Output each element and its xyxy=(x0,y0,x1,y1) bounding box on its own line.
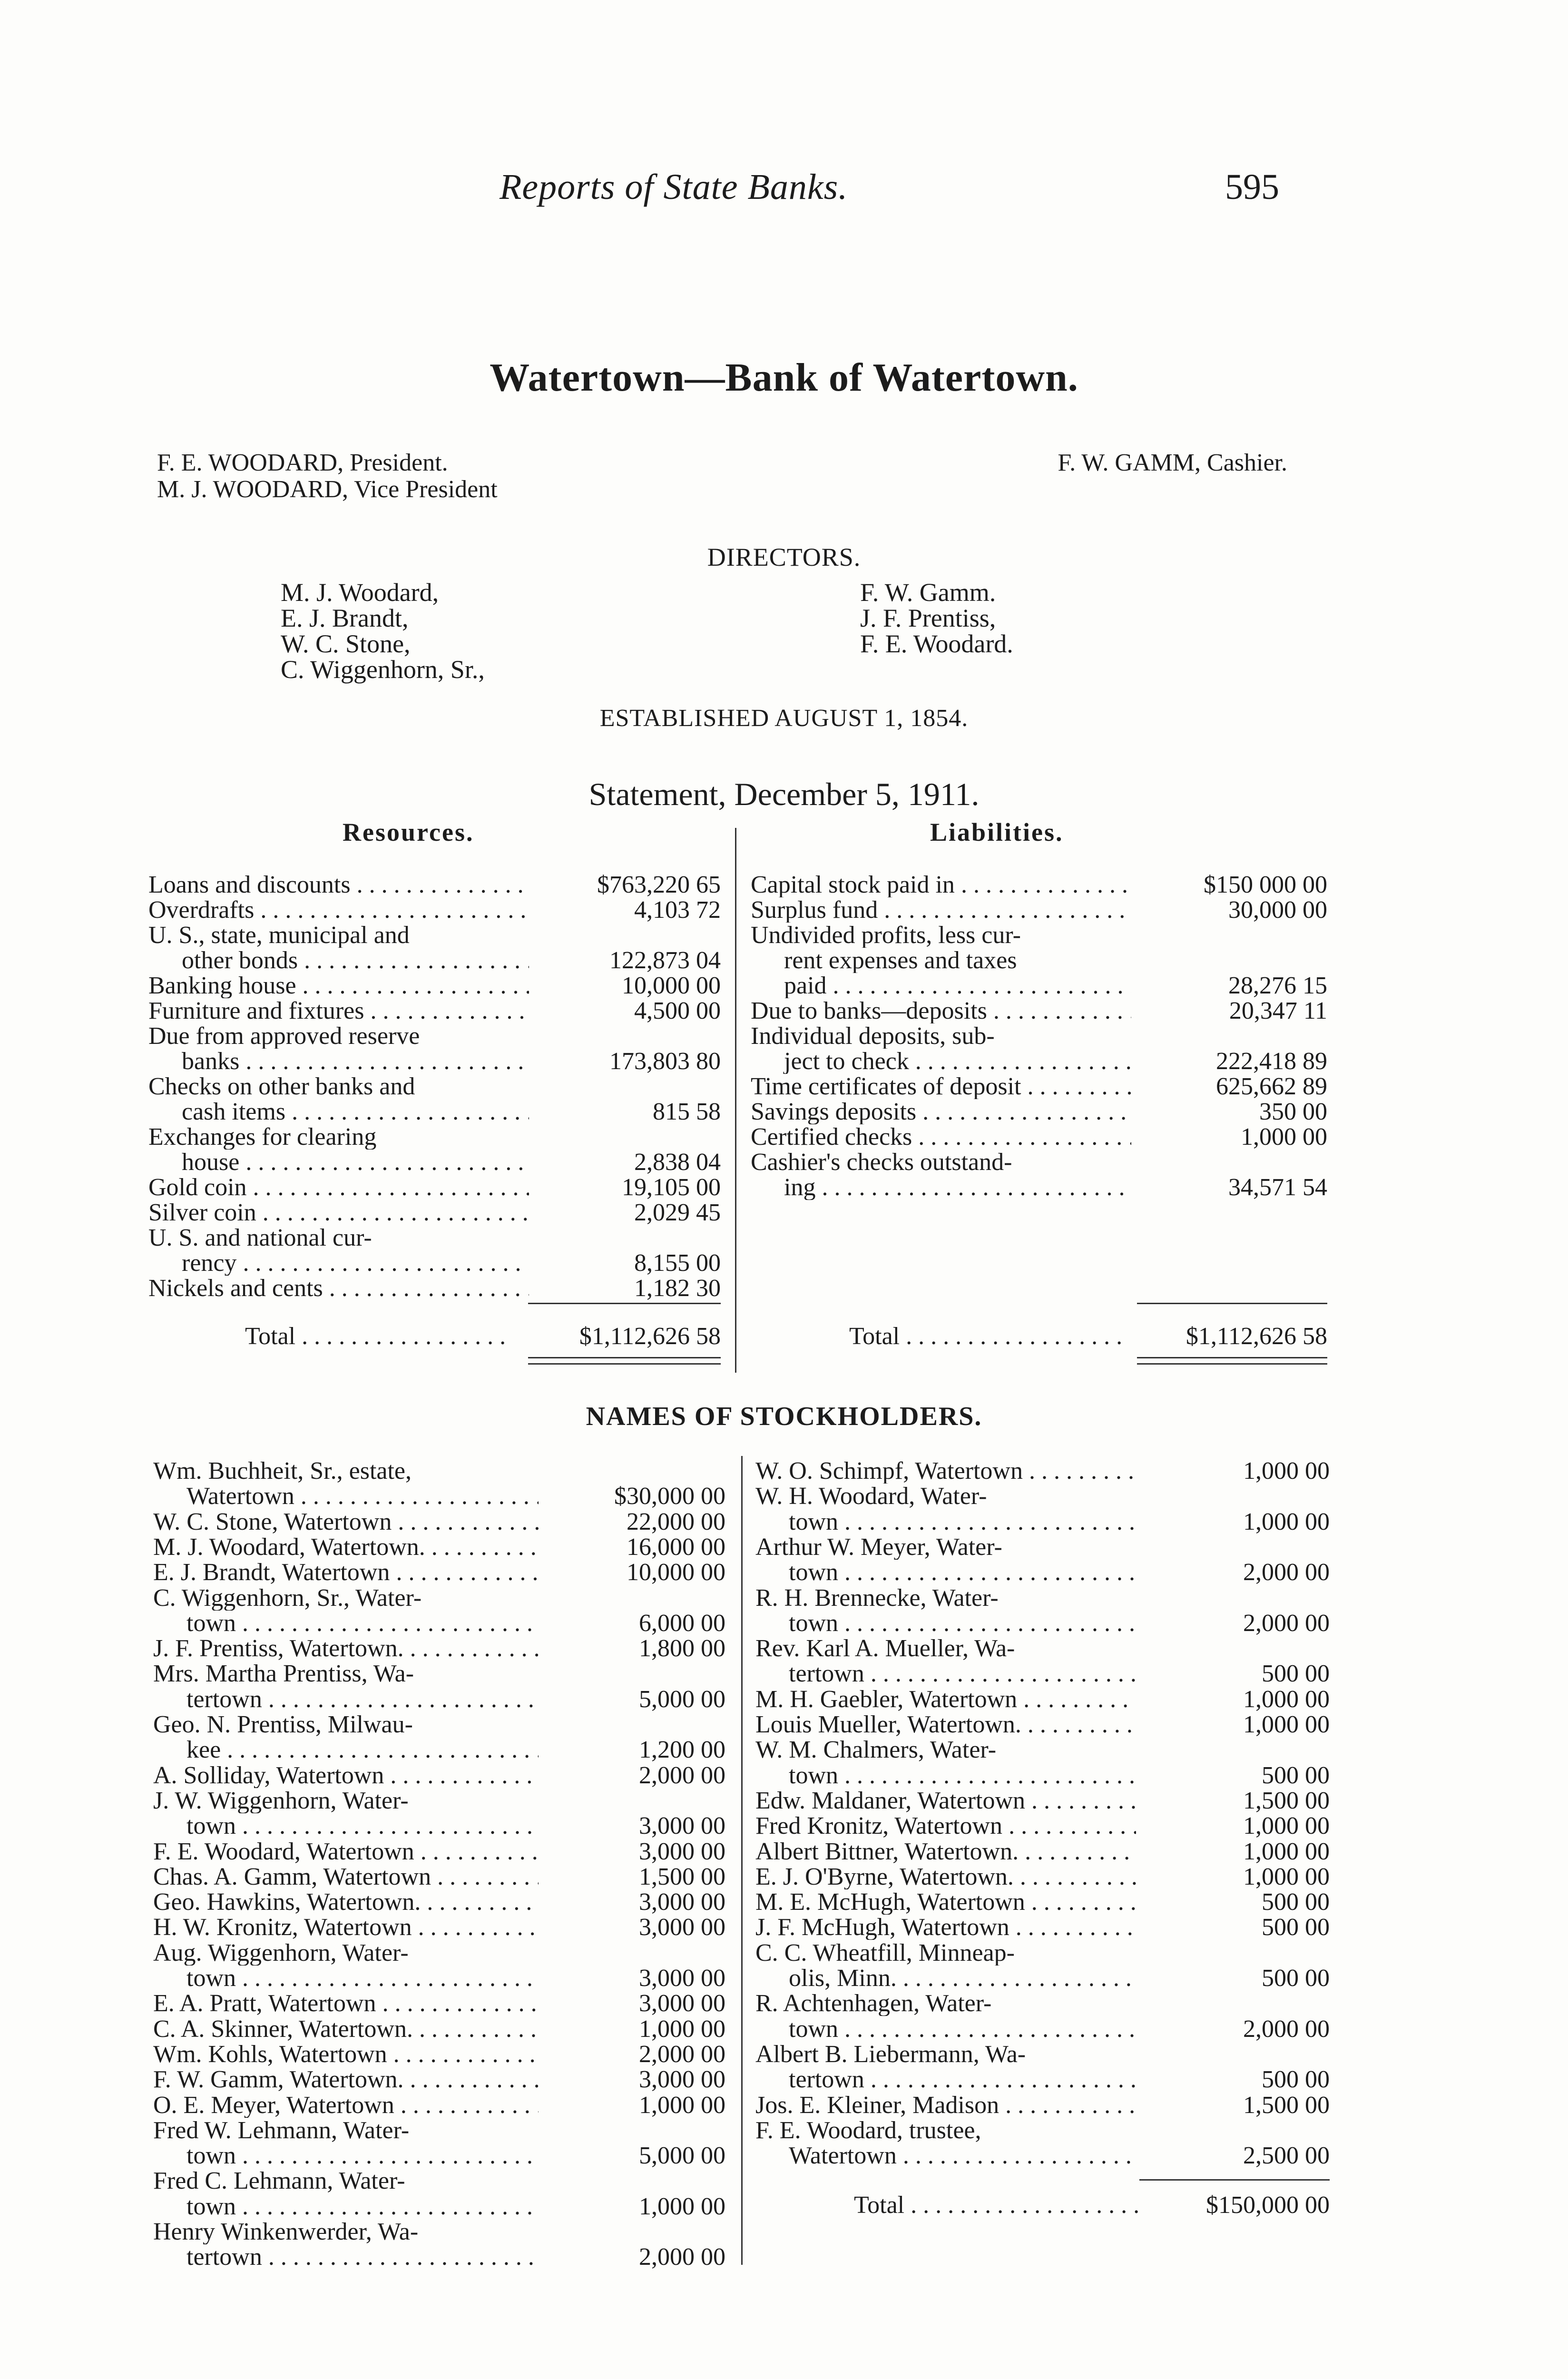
stockholder-row-label: F. E. Woodard, Watertown . . . xyxy=(153,1839,539,1864)
director: C. Wiggenhorn, Sr., xyxy=(281,655,485,684)
resource-row xyxy=(148,1099,721,1124)
stockholder-row-amount: 1,500 00 xyxy=(639,1863,725,1890)
stockholder-row xyxy=(153,1534,725,1560)
director: J. F. Prentiss, xyxy=(860,604,996,632)
resource-row-label: Gold coin . . . xyxy=(148,1175,529,1200)
resource-row xyxy=(148,1225,721,1250)
stockholder-row-amount: $30,000 00 xyxy=(614,1483,725,1510)
stockholder-row xyxy=(755,2016,1330,2042)
liabilities-total-label: Total . . . xyxy=(849,1324,1130,1349)
stockholder-row xyxy=(153,2244,725,2270)
bank-title: Watertown—Bank of Watertown. xyxy=(490,355,1078,400)
stockholder-row-label: Henry Winkenwerder, Wa- xyxy=(153,2219,419,2244)
liability-row xyxy=(751,1074,1327,1099)
liability-row xyxy=(751,1099,1327,1124)
resource-row-amount: 10,000 00 xyxy=(622,972,721,999)
resource-row xyxy=(148,1175,721,1200)
stockholder-row xyxy=(153,1788,725,1813)
stockholder-row-label: Jos. E. Kleiner, Madison . . . xyxy=(755,2093,1136,2118)
stockholder-row xyxy=(153,1611,725,1636)
directors-right-list xyxy=(860,580,1013,657)
liabilities-total-row xyxy=(849,1324,1327,1349)
directors-left-list xyxy=(281,580,485,682)
resource-row-label: cash items . . . xyxy=(148,1099,529,1124)
liability-row xyxy=(751,872,1327,897)
resource-row-label: Checks on other banks and xyxy=(148,1074,415,1099)
resource-row xyxy=(148,1200,721,1225)
stockholder-row-label: C. Wiggenhorn, Sr., Water- xyxy=(153,1585,422,1611)
liability-row xyxy=(751,1049,1327,1074)
stockholder-row-label: Mrs. Martha Prentiss, Wa- xyxy=(153,1661,414,1687)
liability-row-label: Savings deposits . . . xyxy=(751,1099,1131,1124)
resource-row-amount: $763,220 65 xyxy=(597,871,721,898)
resource-row-amount: 173,803 80 xyxy=(609,1048,721,1075)
stockholder-row-amount: 3,000 00 xyxy=(639,1838,725,1865)
stockholder-row-amount: 5,000 00 xyxy=(639,2142,725,2170)
resource-row-amount: 2,029 45 xyxy=(634,1199,721,1226)
statement-title: Statement, December 5, 1911. xyxy=(588,776,980,812)
stockholder-row xyxy=(153,2042,725,2067)
stockholder-row xyxy=(153,1966,725,1991)
stockholder-row-amount: 1,000 00 xyxy=(1243,1863,1330,1890)
stockholder-row-label: town . . . xyxy=(755,1611,1136,1636)
liabilities-total-rule xyxy=(1137,1303,1327,1304)
resource-row xyxy=(148,1049,721,1074)
stockholder-row-label: tertown . . . xyxy=(755,2067,1136,2092)
stockholder-row-label: F. W. Gamm, Watertown. . . . xyxy=(153,2067,539,2092)
stockholder-row-amount: 1,000 00 xyxy=(639,2192,725,2220)
resource-row-amount: 122,873 04 xyxy=(609,947,721,974)
resources-total-label: Total . . . xyxy=(245,1324,511,1349)
stockholder-row xyxy=(755,1864,1330,1889)
liabilities-double-rule xyxy=(1137,1357,1327,1365)
resource-row-amount: 4,500 00 xyxy=(634,997,721,1024)
stockholder-row-amount: 2,000 00 xyxy=(639,2040,725,2068)
resource-row xyxy=(148,998,721,1023)
stockholder-row-amount: 1,000 00 xyxy=(639,2015,725,2043)
stockholder-row xyxy=(153,2118,725,2143)
stockholders-total-row xyxy=(854,2192,1330,2218)
stockholder-row xyxy=(153,1763,725,1788)
stockholder-row-amount: 1,500 00 xyxy=(1243,1787,1330,1814)
stockholder-row-amount: 1,000 00 xyxy=(1243,1508,1330,1535)
liability-row xyxy=(751,1175,1327,1200)
stockholder-row xyxy=(153,2194,725,2219)
liability-row-label: Individual deposits, sub- xyxy=(751,1023,995,1049)
stockholder-row-label: Wm. Kohls, Watertown . . . xyxy=(153,2042,539,2067)
stockholder-row-label: A. Solliday, Watertown . . . xyxy=(153,1763,539,1788)
liability-row-amount: $150 000 00 xyxy=(1204,871,1327,898)
stockholder-row-label: O. E. Meyer, Watertown . . . xyxy=(153,2093,539,2118)
statement-column-divider xyxy=(735,828,736,1373)
director: F. W. Gamm. xyxy=(860,578,996,607)
resource-row-label: Nickels and cents . . . xyxy=(148,1276,529,1301)
stockholder-row xyxy=(755,1763,1330,1788)
resource-row-label: U. S. and national cur- xyxy=(148,1225,372,1250)
stockholder-row xyxy=(755,1534,1330,1560)
stockholder-row-label: R. H. Brennecke, Water- xyxy=(755,1585,999,1611)
established-line: ESTABLISHED AUGUST 1, 1854. xyxy=(599,705,969,732)
stockholder-row-amount: 500 00 xyxy=(1262,1965,1330,1992)
stockholder-row-label: town . . . xyxy=(153,2143,539,2168)
liability-row xyxy=(751,948,1327,973)
stockholder-row xyxy=(755,1839,1330,1864)
resource-row-label: banks . . . xyxy=(148,1049,529,1074)
stockholder-row-amount: 3,000 00 xyxy=(639,1914,725,1941)
stockholder-row xyxy=(153,2143,725,2168)
stockholder-row xyxy=(153,1636,725,1661)
director: F. E. Woodard. xyxy=(860,629,1013,658)
resource-row xyxy=(148,897,721,923)
resource-row-label: house . . . xyxy=(148,1150,529,1175)
stockholders-column-divider xyxy=(741,1456,743,2265)
page-number: 595 xyxy=(1225,167,1279,207)
stockholder-row xyxy=(153,2067,725,2092)
stockholder-row-label: C. A. Skinner, Watertown. . . . xyxy=(153,2016,539,2042)
stockholder-row xyxy=(755,2118,1330,2143)
officer-president: F. E. WOODARD, President. xyxy=(157,449,448,476)
stockholder-row-label: M. E. McHugh, Watertown . . . xyxy=(755,1889,1136,1915)
liability-row-amount: 34,571 54 xyxy=(1228,1174,1327,1201)
stockholder-row-amount: 3,000 00 xyxy=(639,1990,725,2017)
stockholder-row xyxy=(755,1509,1330,1534)
stockholder-row-amount: 1,000 00 xyxy=(639,2091,725,2119)
stockholder-row-label: W. H. Woodard, Water- xyxy=(755,1484,987,1509)
resource-row xyxy=(148,1023,721,1049)
stockholder-row-label: town . . . xyxy=(153,1611,539,1636)
directors-heading: DIRECTORS. xyxy=(707,543,861,571)
liability-row-amount: 30,000 00 xyxy=(1228,896,1327,924)
director: W. C. Stone, xyxy=(281,629,411,658)
stockholder-row-label: tertown . . . xyxy=(755,1661,1136,1686)
stockholder-row-amount: 1,800 00 xyxy=(639,1635,725,1662)
stockholder-row-label: H. W. Kronitz, Watertown . . . xyxy=(153,1915,539,1940)
stockholder-row-label: Geo. N. Prentiss, Milwau- xyxy=(153,1712,413,1737)
stockholder-row xyxy=(153,1915,725,1940)
stockholder-row xyxy=(153,1712,725,1737)
resource-row-amount: 19,105 00 xyxy=(622,1174,721,1201)
stockholder-row-amount: 2,000 00 xyxy=(639,1761,725,1789)
stockholder-row xyxy=(755,1889,1330,1915)
resource-row xyxy=(148,973,721,998)
stockholder-row xyxy=(153,1991,725,2016)
resource-row-label: U. S., state, municipal and xyxy=(148,923,410,948)
officer-cashier: F. W. GAMM, Cashier. xyxy=(1058,449,1287,476)
stockholder-row-amount: 1,500 00 xyxy=(1243,2091,1330,2119)
stockholder-row-label: J. F. Prentiss, Watertown. . . . xyxy=(153,1636,539,1661)
resource-row xyxy=(148,1150,721,1175)
stockholder-row xyxy=(755,1560,1330,1585)
stockholder-row-amount: 5,000 00 xyxy=(639,1685,725,1713)
stockholder-row xyxy=(755,1611,1330,1636)
resource-row-label: Furniture and fixtures . . . xyxy=(148,998,529,1023)
resources-total-value: $1,112,626 58 xyxy=(579,1323,721,1350)
liabilities-heading: Liabilities. xyxy=(930,818,1064,846)
liability-row-amount: 1,000 00 xyxy=(1241,1123,1327,1150)
stockholder-row-amount: 1,000 00 xyxy=(1243,1838,1330,1865)
stockholder-row xyxy=(153,1585,725,1611)
stockholder-row-label: town . . . xyxy=(755,2016,1136,2042)
stockholder-row-label: E. A. Pratt, Watertown . . . xyxy=(153,1991,539,2016)
stockholder-row-label: Fred C. Lehmann, Water- xyxy=(153,2168,405,2194)
stockholder-row-label: Albert Bittner, Watertown. . . . xyxy=(755,1839,1136,1864)
resource-row xyxy=(148,1074,721,1099)
resource-row-amount: 815 58 xyxy=(653,1098,721,1125)
resource-row xyxy=(148,923,721,948)
stockholder-row-amount: 6,000 00 xyxy=(639,1609,725,1637)
stockholder-row-label: town . . . xyxy=(153,1813,539,1838)
resource-row-label: Overdrafts . . . xyxy=(148,897,529,923)
stockholder-row-label: W. C. Stone, Watertown . . . xyxy=(153,1509,539,1534)
stockholder-row-label: W. M. Chalmers, Water- xyxy=(755,1737,997,1763)
stockholder-row-amount: 500 00 xyxy=(1262,2066,1330,2094)
stockholder-row xyxy=(755,1636,1330,1661)
stockholder-row xyxy=(153,2016,725,2042)
stockholder-row-label: J. F. McHugh, Watertown . . . xyxy=(755,1915,1136,1940)
stockholder-row xyxy=(755,1788,1330,1813)
stockholder-row xyxy=(153,1560,725,1585)
resource-row xyxy=(148,1124,721,1150)
stockholder-row-amount: 1,000 00 xyxy=(1243,1812,1330,1840)
stockholder-row-label: town . . . xyxy=(755,1509,1136,1534)
stockholder-row-amount: 2,000 00 xyxy=(1243,1559,1330,1586)
stockholder-row-label: tertown . . . xyxy=(153,2244,539,2270)
stockholder-row-label: Rev. Karl A. Mueller, Wa- xyxy=(755,1636,1015,1661)
liability-row-amount: 625,662 89 xyxy=(1216,1073,1327,1100)
stockholder-row-amount: 500 00 xyxy=(1262,1888,1330,1916)
stockholder-row-label: Watertown . . . xyxy=(153,1484,539,1509)
resource-row-amount: 2,838 04 xyxy=(634,1149,721,1176)
stockholder-row xyxy=(755,1940,1330,1966)
liabilities-total-value: $1,112,626 58 xyxy=(1186,1323,1327,1350)
liability-row xyxy=(751,998,1327,1023)
stockholder-row-label: Albert B. Liebermann, Wa- xyxy=(755,2041,1026,2067)
stockholder-row-label: olis, Minn. . . . xyxy=(755,1966,1136,1991)
stockholder-row-amount: 3,000 00 xyxy=(639,1812,725,1840)
resource-row-amount: 8,155 00 xyxy=(634,1249,721,1277)
stockholder-row-label: town . . . xyxy=(153,2194,539,2219)
stockholder-row-amount: 1,000 00 xyxy=(1243,1685,1330,1713)
stockholder-row-label: M. J. Woodard, Watertown. . . . xyxy=(153,1534,539,1560)
liability-row-amount: 28,276 15 xyxy=(1228,972,1327,999)
stockholder-row xyxy=(755,1915,1330,1940)
stockholder-row-amount: 2,000 00 xyxy=(639,2243,725,2271)
stockholder-row-label: Watertown . . . xyxy=(755,2143,1136,2168)
stockholder-row xyxy=(755,1484,1330,1509)
stockholder-row-label: Fred Kronitz, Watertown . . . xyxy=(755,1813,1136,1838)
resources-heading: Resources. xyxy=(343,818,474,846)
resource-row-amount: 1,182 30 xyxy=(634,1275,721,1302)
liability-row-amount: 350 00 xyxy=(1259,1098,1327,1125)
stockholder-row xyxy=(755,2143,1330,2168)
stockholder-row xyxy=(153,1687,725,1712)
liability-row-label: rent expenses and taxes xyxy=(784,948,1017,973)
resource-row-label: rency . . . xyxy=(148,1250,529,1276)
director: E. J. Brandt, xyxy=(281,604,409,632)
stockholder-row-label: town . . . xyxy=(153,1966,539,1991)
stockholder-row xyxy=(755,1661,1330,1686)
resource-row-label: Exchanges for clearing xyxy=(148,1124,377,1150)
resource-row xyxy=(148,872,721,897)
stockholder-row-label: Chas. A. Gamm, Watertown . . . xyxy=(153,1864,539,1889)
stockholder-row xyxy=(153,1864,725,1889)
stockholder-row-label: Edw. Maldaner, Watertown . . . xyxy=(755,1788,1136,1813)
stockholder-row-amount: 2,500 00 xyxy=(1243,2142,1330,2170)
stockholder-row-amount: 500 00 xyxy=(1262,1660,1330,1688)
stockholder-row-label: town . . . xyxy=(755,1560,1136,1585)
liability-row-label: Due to banks—deposits . . . xyxy=(751,998,1131,1023)
stockholder-row xyxy=(755,1737,1330,1762)
stockholder-row xyxy=(755,1712,1330,1737)
stockholder-row-label: E. J. O'Byrne, Watertown. . . . xyxy=(755,1864,1136,1889)
stockholder-row-label: Wm. Buchheit, Sr., estate, xyxy=(153,1458,412,1484)
stockholder-row-amount: 500 00 xyxy=(1262,1914,1330,1941)
liability-row-label: Surplus fund . . . xyxy=(751,897,1131,923)
stockholder-row xyxy=(153,1737,725,1762)
stockholder-row xyxy=(755,1813,1330,1838)
resource-row-label: Due from approved reserve xyxy=(148,1023,420,1049)
stockholder-row xyxy=(755,2093,1330,2118)
resources-total-row xyxy=(245,1324,721,1349)
stockholder-row-amount: 1,200 00 xyxy=(639,1736,725,1764)
stockholder-row-label: Arthur W. Meyer, Water- xyxy=(755,1534,1002,1560)
resource-row-label: Banking house . . . xyxy=(148,973,529,998)
stockholder-row-label: E. J. Brandt, Watertown . . . xyxy=(153,1560,539,1585)
liability-row-label: paid . . . xyxy=(751,973,1131,998)
stockholder-row-label: R. Achtenhagen, Water- xyxy=(755,1991,992,2016)
resource-row-amount: 4,103 72 xyxy=(634,896,721,924)
running-title: Reports of State Banks. xyxy=(500,167,848,207)
officer-vice-president: M. J. WOODARD, Vice President xyxy=(157,476,498,503)
stockholder-row xyxy=(153,2093,725,2118)
liability-row xyxy=(751,923,1327,948)
stockholder-row-amount: 3,000 00 xyxy=(639,1888,725,1916)
stockholder-row-amount: 3,000 00 xyxy=(639,1965,725,1992)
stockholder-row-label: J. W. Wiggenhorn, Water- xyxy=(153,1788,409,1813)
stockholder-row-amount: 16,000 00 xyxy=(627,1533,725,1561)
stockholder-row xyxy=(153,1484,725,1509)
stockholder-row xyxy=(755,2042,1330,2067)
stockholder-row xyxy=(755,2067,1330,2092)
stockholder-row xyxy=(153,2168,725,2193)
stockholder-row-label: W. O. Schimpf, Watertown . . . xyxy=(755,1458,1136,1484)
stockholder-row xyxy=(755,1687,1330,1712)
stockholders-heading: NAMES OF STOCKHOLDERS. xyxy=(586,1402,982,1431)
stockholder-row-amount: 10,000 00 xyxy=(627,1559,725,1586)
liability-row xyxy=(751,1150,1327,1175)
stockholder-row-label: Fred W. Lehmann, Water- xyxy=(153,2117,410,2143)
stockholder-row xyxy=(755,1458,1330,1484)
stockholders-total-value: $150,000 00 xyxy=(1206,2192,1330,2219)
stockholder-row-amount: 500 00 xyxy=(1262,1761,1330,1789)
stockholders-total-rule xyxy=(1139,2179,1330,2181)
stockholder-row xyxy=(153,1509,725,1534)
liability-row-label: Time certificates of deposit . . . xyxy=(751,1074,1131,1099)
stockholder-row-amount: 2,000 00 xyxy=(1243,2015,1330,2043)
liability-row-label: Certified checks . . . xyxy=(751,1124,1131,1150)
stockholder-row-label: town . . . xyxy=(755,1763,1136,1788)
stockholder-row-amount: 22,000 00 xyxy=(627,1508,725,1535)
stockholder-row xyxy=(153,1458,725,1484)
liability-row-label: ject to check . . . xyxy=(751,1049,1131,1074)
stockholder-row xyxy=(755,1585,1330,1611)
liability-row-label: Undivided profits, less cur- xyxy=(751,923,1021,948)
resources-total-rule xyxy=(528,1303,721,1304)
resource-row-label: other bonds . . . xyxy=(148,948,529,973)
stockholder-row-label: F. E. Woodard, trustee, xyxy=(755,2117,981,2143)
stockholder-row xyxy=(153,1940,725,1966)
stockholder-row xyxy=(153,1813,725,1838)
resources-double-rule xyxy=(528,1357,721,1365)
stockholders-total-label: Total . . . xyxy=(854,2192,1139,2218)
resource-row xyxy=(148,1276,721,1301)
stockholder-row xyxy=(755,1966,1330,1991)
stockholder-row-label: C. C. Wheatfill, Minneap- xyxy=(755,1940,1015,1966)
stockholder-row-label: tertown . . . xyxy=(153,1687,539,1712)
liability-row-amount: 222,418 89 xyxy=(1216,1048,1327,1075)
stockholder-row-amount: 1,000 00 xyxy=(1243,1457,1330,1484)
director: M. J. Woodard, xyxy=(281,578,439,607)
stockholder-row-label: Aug. Wiggenhorn, Water- xyxy=(153,1940,409,1966)
liability-row-label: Cashier's checks outstand- xyxy=(751,1150,1012,1175)
stockholder-row xyxy=(153,1661,725,1686)
stockholder-row xyxy=(755,1991,1330,2016)
stockholder-row-label: M. H. Gaebler, Watertown . . . xyxy=(755,1687,1136,1712)
stockholder-row-label: kee . . . xyxy=(153,1737,539,1762)
stockholder-row-label: Louis Mueller, Watertown. . . . xyxy=(755,1712,1136,1737)
liability-row-amount: 20,347 11 xyxy=(1229,997,1327,1024)
liability-row xyxy=(751,897,1327,923)
stockholder-row-label: Geo. Hawkins, Watertown. . . . xyxy=(153,1889,539,1915)
liability-row-label: Capital stock paid in . . . xyxy=(751,872,1131,897)
resource-row-label: Loans and discounts . . . xyxy=(148,872,529,897)
stockholder-row-amount: 1,000 00 xyxy=(1243,1711,1330,1738)
resource-row-label: Silver coin . . . xyxy=(148,1200,529,1225)
resource-row xyxy=(148,948,721,973)
liability-row xyxy=(751,1023,1327,1049)
stockholder-row-amount: 2,000 00 xyxy=(1243,1609,1330,1637)
liability-row xyxy=(751,1124,1327,1150)
stockholder-row xyxy=(153,1839,725,1864)
liability-row xyxy=(751,973,1327,998)
resource-row xyxy=(148,1250,721,1276)
stockholder-row xyxy=(153,2219,725,2244)
liability-row-label: ing . . . xyxy=(751,1175,1131,1200)
stockholder-row-amount: 3,000 00 xyxy=(639,2066,725,2094)
stockholder-row xyxy=(153,1889,725,1915)
